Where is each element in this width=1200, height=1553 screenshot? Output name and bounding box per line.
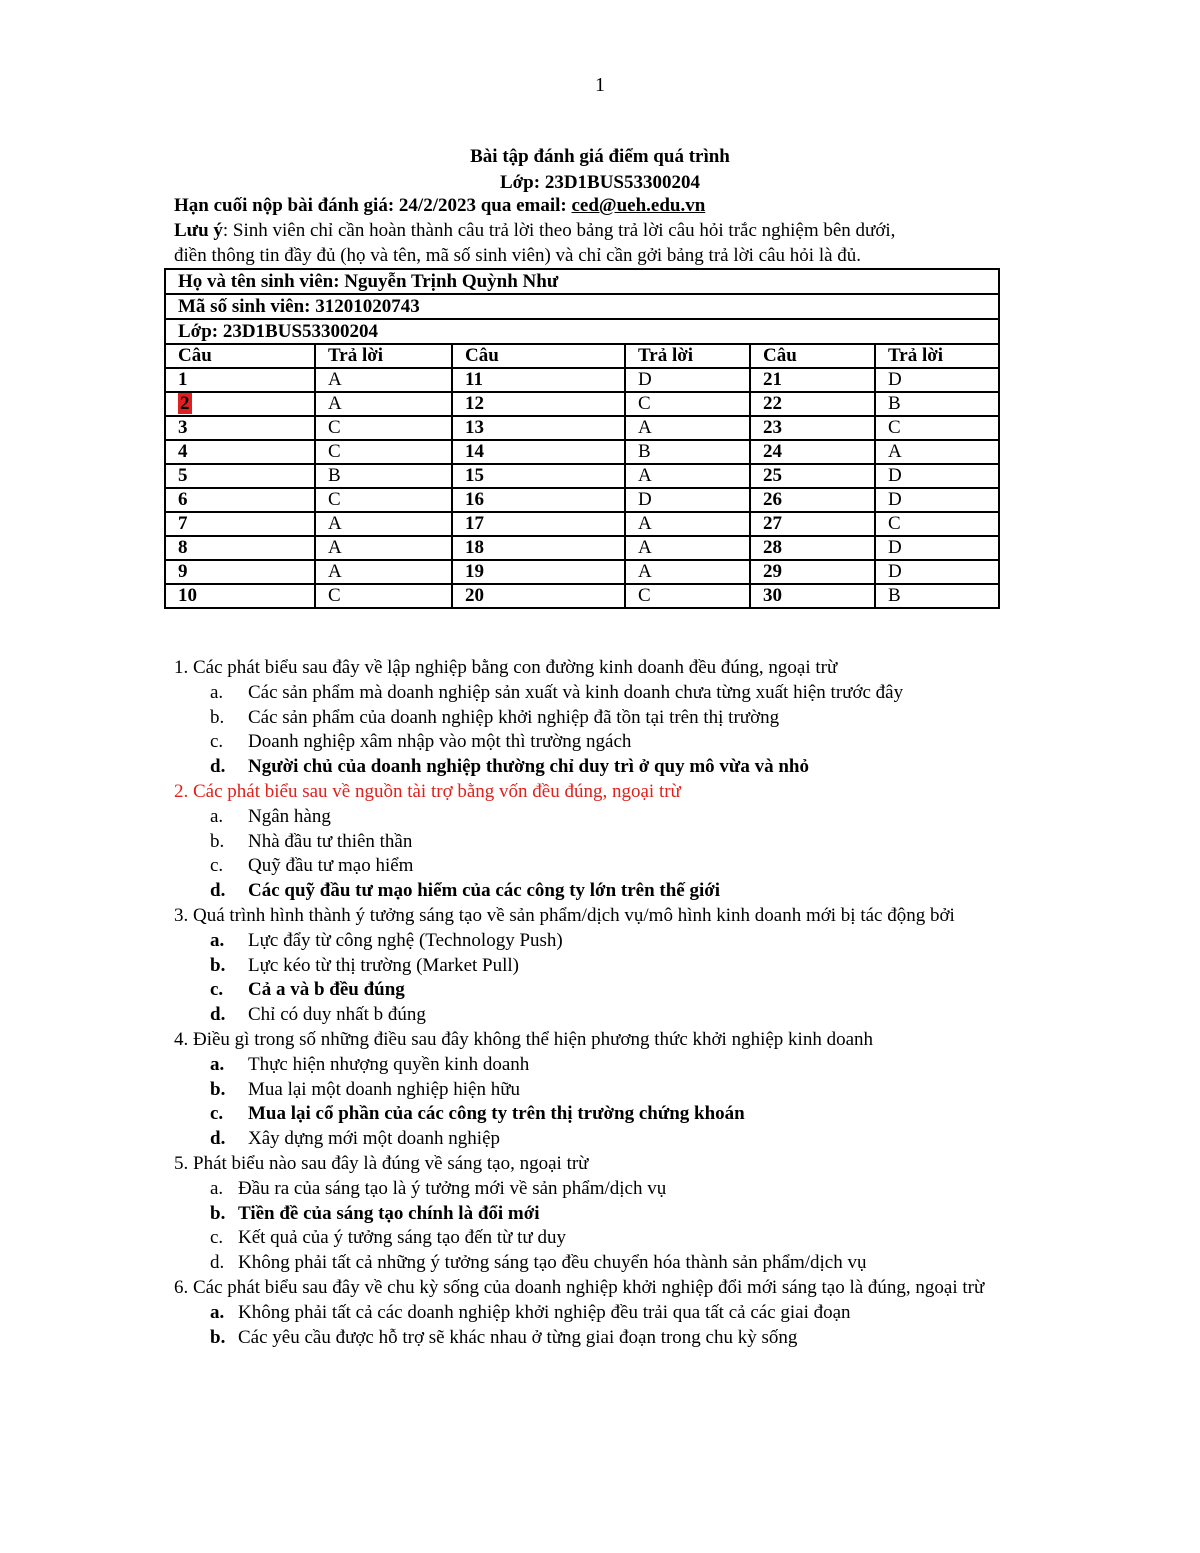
- question-text: 5. Phát biểu nào sau đây là đúng về sáng tạo, ngoại trừ: [174, 1152, 589, 1174]
- question-text: 6. Các phát biểu sau đây về chu kỳ sống của doanh nghiệp khởi nghiệp đổi mới sáng tạo là đúng, ngoại trừ: [174, 1276, 985, 1298]
- question-number-cell: 24: [750, 440, 875, 464]
- table-header-row: [165, 344, 999, 368]
- question-number-cell: 8: [165, 536, 315, 560]
- answer-cell: A: [315, 368, 452, 392]
- table-row: [165, 536, 999, 560]
- option-text: Không phải tất cả những ý tưởng sáng tạo đều chuyển hóa thành sản phẩm/dịch vụ: [238, 1252, 867, 1274]
- table-row: [165, 416, 999, 440]
- question-number-cell: 25: [750, 464, 875, 488]
- note: [174, 218, 1026, 268]
- question-number-cell: 18: [452, 536, 625, 560]
- answer-cell: D: [625, 368, 750, 392]
- col-header-answer: Trả lời: [875, 344, 999, 368]
- note-label: Lưu ý: [174, 220, 223, 241]
- question-text: 1. Các phát biểu sau đây về lập nghiệp bằng con đường kinh doanh đều đúng, ngoại trừ: [174, 657, 838, 678]
- table-row: [165, 512, 999, 536]
- option-text: Các yêu cầu được hỗ trợ sẽ khác nhau ở từng giai đoạn trong chu kỳ sống: [238, 1326, 798, 1348]
- answer-option: [174, 805, 1026, 830]
- table-row: [165, 560, 999, 584]
- question-number-cell: 7: [165, 512, 315, 536]
- table-row: [165, 440, 999, 464]
- col-header-answer: Trả lời: [315, 344, 452, 368]
- question-number-cell: 21: [750, 368, 875, 392]
- option-text: Không phải tất cả các doanh nghiệp khởi nghiệp đều trải qua tất cả các giai đoạn: [238, 1301, 851, 1323]
- student-class: Lớp: 23D1BUS53300204: [165, 319, 999, 344]
- option-list: [174, 1301, 1026, 1351]
- option-text: Các sản phẩm của doanh nghiệp khởi nghiệp đã tồn tại trên thị trường: [248, 706, 780, 728]
- answer-cell: D: [875, 536, 999, 560]
- question-number-cell: 19: [452, 560, 625, 584]
- option-letter: b.: [210, 1202, 226, 1224]
- question-number-cell: 14: [452, 440, 625, 464]
- answer-option: [174, 1251, 1026, 1276]
- option-text: Đầu ra của sáng tạo là ý tưởng mới về sản phẩm/dịch vụ: [238, 1177, 667, 1199]
- question-number-cell: 27: [750, 512, 875, 536]
- deadline-line: [174, 194, 705, 218]
- option-letter: b.: [210, 830, 225, 852]
- answer-option: [174, 1003, 1026, 1028]
- answer-option: [174, 1177, 1026, 1202]
- option-letter: c.: [210, 1227, 224, 1249]
- answer-cell: C: [875, 416, 999, 440]
- highlighted-question-number: 2: [180, 393, 190, 414]
- answer-cell: D: [875, 464, 999, 488]
- col-header-question: Câu: [452, 344, 625, 368]
- header: [0, 144, 1200, 196]
- answer-cell: A: [625, 560, 750, 584]
- option-text: Lực đẩy từ công nghệ (Technology Push): [248, 929, 563, 951]
- question-text: 3. Quá trình hình thành ý tưởng sáng tạo về sản phẩm/dịch vụ/mô hình kinh doanh mới bị tác động bởi: [174, 904, 955, 926]
- answer-option: [174, 681, 1026, 706]
- answer-cell: D: [875, 368, 999, 392]
- answer-option: [174, 830, 1026, 855]
- option-list: [174, 929, 1026, 1028]
- page-number: 1: [595, 74, 605, 96]
- answer-cell: D: [625, 488, 750, 512]
- option-text: Cả a và b đều đúng: [248, 979, 405, 1001]
- question-number-cell: 28: [750, 536, 875, 560]
- answer-cell: C: [625, 392, 750, 416]
- answer-option: [174, 1226, 1026, 1251]
- option-letter: d.: [210, 880, 226, 902]
- answer-cell: B: [625, 440, 750, 464]
- note-text-1: : Sinh viên chỉ cần hoàn thành câu trả lời theo bảng trả lời câu hỏi trắc nghiệm bên dưới,: [222, 220, 896, 241]
- answer-cell: B: [315, 464, 452, 488]
- option-letter: a.: [210, 1301, 225, 1323]
- option-letter: d.: [210, 1004, 226, 1026]
- answer-cell: B: [875, 584, 999, 608]
- option-letter: b.: [210, 1078, 226, 1100]
- question-text: 2. Các phát biểu sau về nguồn tài trợ bằng vốn đều đúng, ngoại trừ: [174, 780, 681, 802]
- note-line-1: [174, 218, 1026, 243]
- option-list: [174, 681, 1026, 780]
- option-text: Tiền đề của sáng tạo chính là đổi mới: [238, 1202, 540, 1224]
- answer-option: [174, 730, 1026, 755]
- question-number-cell: 17: [452, 512, 625, 536]
- option-list: [174, 1177, 1026, 1276]
- answer-cell: A: [315, 512, 452, 536]
- option-text: Người chủ của doanh nghiệp thường chỉ duy trì ở quy mô vừa và nhỏ: [248, 756, 809, 778]
- answer-cell: D: [875, 488, 999, 512]
- option-text: Các sản phẩm mà doanh nghiệp sản xuất và kinh doanh chưa từng xuất hiện trước đây: [248, 681, 904, 703]
- question-number-cell: 6: [165, 488, 315, 512]
- question-number-cell: 20: [452, 584, 625, 608]
- option-letter: b.: [210, 1326, 226, 1348]
- answer-cell: C: [315, 416, 452, 440]
- option-letter: a.: [210, 1053, 225, 1075]
- col-header-question: Câu: [165, 344, 315, 368]
- question-number-cell: 26: [750, 488, 875, 512]
- answer-cell: D: [875, 560, 999, 584]
- question-number-cell: 22: [750, 392, 875, 416]
- answer-cell: A: [625, 536, 750, 560]
- table-row: [165, 368, 999, 392]
- table-row: [165, 464, 999, 488]
- option-text: Chỉ có duy nhất b đúng: [248, 1004, 426, 1026]
- question-number-cell: 10: [165, 584, 315, 608]
- student-id: Mã số sinh viên: 31201020743: [165, 294, 999, 319]
- answer-cell: C: [315, 440, 452, 464]
- question-number-cell: 11: [452, 368, 625, 392]
- option-letter: d.: [210, 1128, 226, 1150]
- question-text: 4. Điều gì trong số những điều sau đây không thể hiện phương thức khởi nghiệp kinh doanh: [174, 1028, 874, 1050]
- option-text: Thực hiện nhượng quyền kinh doanh: [248, 1053, 530, 1075]
- question-number-cell: 4: [165, 440, 315, 464]
- table-row: [165, 488, 999, 512]
- option-text: Nhà đầu tư thiên thần: [248, 830, 413, 852]
- answer-option: [174, 929, 1026, 954]
- answer-table: [164, 268, 1000, 609]
- option-letter: a.: [210, 805, 224, 827]
- answer-option: [174, 755, 1026, 780]
- option-text: Mua lại một doanh nghiệp hiện hữu: [248, 1078, 521, 1100]
- answer-option: [174, 1078, 1026, 1103]
- table-row: [165, 392, 999, 416]
- email-link[interactable]: ced@ueh.edu.vn: [571, 195, 706, 216]
- answer-option: [174, 1301, 1026, 1326]
- option-letter: d.: [210, 756, 226, 778]
- option-text: Quỹ đầu tư mạo hiểm: [248, 855, 414, 877]
- answer-cell: C: [625, 584, 750, 608]
- question-number-cell: 9: [165, 560, 315, 584]
- answer-cell: A: [315, 392, 452, 416]
- answer-option: [174, 1102, 1026, 1127]
- answer-cell: A: [875, 440, 999, 464]
- answer-cell: C: [875, 512, 999, 536]
- option-text: Các quỹ đầu tư mạo hiểm của các công ty lớn trên thế giới: [248, 880, 721, 902]
- question-number-cell: 30: [750, 584, 875, 608]
- answer-option: [174, 854, 1026, 879]
- deadline-text: Hạn cuối nộp bài đánh giá: 24/2/2023 qua email:: [174, 195, 572, 216]
- option-letter: b.: [210, 706, 225, 728]
- answer-option: [174, 1202, 1026, 1227]
- col-header-question: Câu: [750, 344, 875, 368]
- option-text: Xây dựng mới một doanh nghiệp: [248, 1128, 501, 1150]
- question-number-cell: 1: [165, 368, 315, 392]
- option-letter: c.: [210, 731, 224, 753]
- option-letter: a.: [210, 681, 224, 703]
- note-line-2: điền thông tin đầy đủ (họ và tên, mã số sinh viên) và chỉ cần gởi bảng trả lời câu hỏi là đủ.: [174, 245, 862, 266]
- answer-cell: A: [315, 560, 452, 584]
- answer-cell: A: [625, 416, 750, 440]
- answer-option: [174, 978, 1026, 1003]
- option-list: [174, 1053, 1026, 1152]
- question-number-cell: 15: [452, 464, 625, 488]
- option-letter: b.: [210, 954, 226, 976]
- question-number-cell: 16: [452, 488, 625, 512]
- class-line: Lớp: 23D1BUS53300204: [499, 172, 701, 193]
- answer-cell: B: [875, 392, 999, 416]
- question-number-cell: 29: [750, 560, 875, 584]
- option-letter: a.: [210, 929, 225, 951]
- answer-option: [174, 1326, 1026, 1351]
- table-row: [165, 584, 999, 608]
- col-header-answer: Trả lời: [625, 344, 750, 368]
- answer-cell: A: [625, 464, 750, 488]
- answer-option: [174, 1053, 1026, 1078]
- assignment-title: Bài tập đánh giá điểm quá trình: [470, 146, 730, 167]
- answer-option: [174, 879, 1026, 904]
- answer-option: [174, 1127, 1026, 1152]
- question-number-cell: 3: [165, 416, 315, 440]
- question-number-cell: 12: [452, 392, 625, 416]
- question-number-cell: 13: [452, 416, 625, 440]
- option-text: Ngân hàng: [248, 805, 331, 827]
- answer-cell: A: [625, 512, 750, 536]
- question-number-cell: 23: [750, 416, 875, 440]
- questions-section: [174, 656, 1026, 1350]
- answer-cell: C: [315, 584, 452, 608]
- student-name: Họ và tên sinh viên: Nguyễn Trịnh Quỳnh Như: [165, 269, 999, 294]
- answer-cell: C: [315, 488, 452, 512]
- option-letter: c.: [210, 979, 224, 1001]
- option-text: Mua lại cổ phần của các công ty trên thị trường chứng khoán: [248, 1103, 745, 1125]
- option-letter: d.: [210, 1252, 225, 1274]
- option-text: Doanh nghiệp xâm nhập vào một thì trường ngách: [248, 731, 632, 753]
- answer-option: [174, 706, 1026, 731]
- question-number-cell: [165, 392, 315, 416]
- option-list: [174, 805, 1026, 904]
- question-number-cell: 5: [165, 464, 315, 488]
- option-letter: a.: [210, 1177, 224, 1199]
- answer-option: [174, 954, 1026, 979]
- answer-cell: A: [315, 536, 452, 560]
- option-text: Kết quả của ý tưởng sáng tạo đến từ tư duy: [238, 1227, 566, 1249]
- option-text: Lực kéo từ thị trường (Market Pull): [248, 954, 520, 976]
- option-letter: c.: [210, 855, 224, 877]
- option-letter: c.: [210, 1103, 224, 1125]
